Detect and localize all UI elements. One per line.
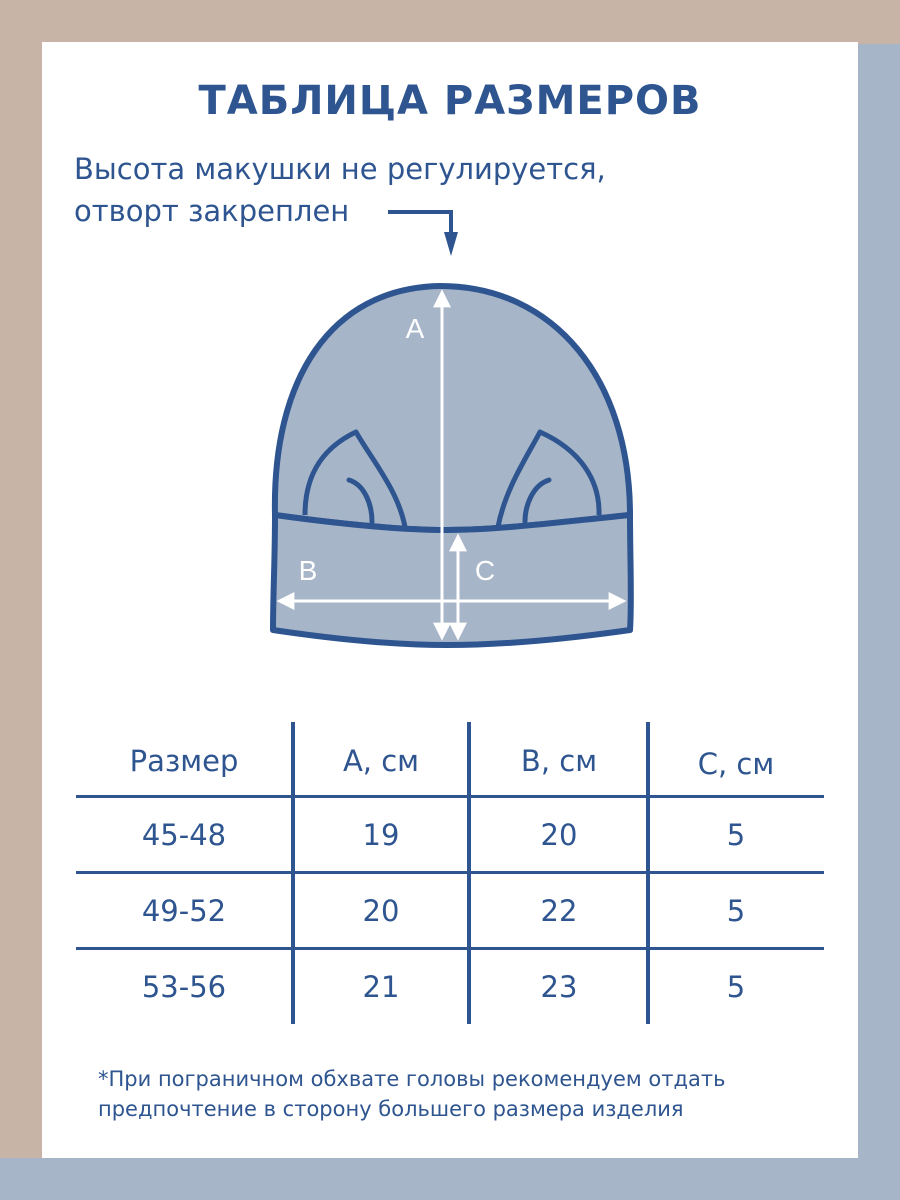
row-2-c: 5 <box>726 894 746 928</box>
row-1-size: 45-48 <box>141 818 227 852</box>
note-line-2: отворт закреплен <box>74 194 350 228</box>
row-3-b: 23 <box>540 970 578 1004</box>
table-rule-3 <box>76 947 824 950</box>
note-line-1: Высота макушки не регулируется, <box>74 152 606 186</box>
row-3-c: 5 <box>726 970 746 1004</box>
row-1-c: 5 <box>726 818 746 852</box>
header-b: В, см <box>520 744 598 778</box>
label-a: A <box>405 313 425 344</box>
footnote-line-2: предпочтение в сторону большего размера изделия <box>98 1097 684 1121</box>
row-1-a: 19 <box>362 818 400 852</box>
sizing-footnote <box>98 1064 838 1124</box>
header-c: С, см <box>697 747 775 781</box>
footnote-line-1: *При пограничном обхвате головы рекомендуем отдать <box>98 1067 726 1091</box>
label-c: C <box>474 555 496 586</box>
table-rule-2 <box>76 871 824 874</box>
row-2-size: 49-52 <box>141 894 227 928</box>
row-2-b: 22 <box>540 894 578 928</box>
row-3-a: 21 <box>362 970 400 1004</box>
header-a: А, см <box>342 744 420 778</box>
row-3-size: 53-56 <box>141 970 227 1004</box>
table-rule-1 <box>76 795 824 798</box>
label-b: B <box>298 555 318 586</box>
header-size: Размер <box>129 744 239 778</box>
row-2-a: 20 <box>362 894 400 928</box>
row-1-b: 20 <box>540 818 578 852</box>
page-title: ТАБЛИЦА РАЗМЕРОВ <box>198 78 702 124</box>
